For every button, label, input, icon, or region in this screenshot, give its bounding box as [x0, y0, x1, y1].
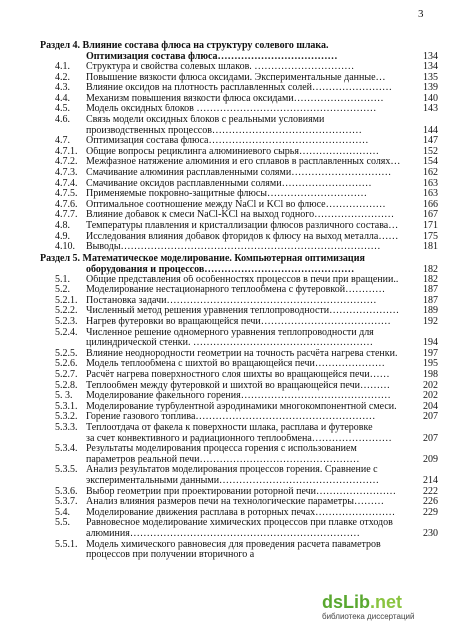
toc-entry-title: цилиндрической стенки. ……………………………………………… — [86, 338, 374, 349]
section-subtitle: Оптимизация состава флюса……………………………… — [86, 51, 338, 62]
dslib-watermark — [322, 592, 444, 620]
toc-entry-number: 4.7.1. — [55, 145, 78, 157]
toc-entry-number: 5.2.8. — [55, 379, 78, 391]
toc-entry-number: 5.5.1. — [55, 538, 78, 550]
toc-entry-title: Влияние неоднородности геометрии на точность расчёта нагрева стенки. — [86, 348, 398, 359]
page-number: 3 — [418, 8, 424, 20]
toc-entry-number: 4.5. — [55, 103, 70, 115]
toc-entry — [0, 550, 450, 561]
toc-entry-number: 4.7.4. — [55, 177, 78, 189]
toc-entry-number: 4.7.3. — [55, 166, 78, 178]
toc-entry-title: Равновесное моделирование химических процессов при плавке отходов — [86, 518, 393, 529]
toc-entry-number: 5.2.3. — [55, 316, 78, 328]
toc-entry-page: 182 — [423, 273, 438, 285]
toc-entry-number: 4.1. — [55, 61, 70, 72]
toc-entry-title: Анализ влияния размеров печи на технологические параметры……… — [86, 497, 385, 508]
toc-entry-page: 198 — [423, 369, 438, 381]
toc-entry-title: Теплоотдача от факела к поверхности шлака, расплава и футеровке — [86, 423, 373, 433]
section-title: Раздел 5. Математическое моделирование. Компьютерная оптимизация — [40, 252, 365, 264]
toc-entry-number: 4.9. — [55, 230, 70, 242]
toc-entry-page: 189 — [423, 305, 438, 317]
toc-entry-page: 162 — [423, 166, 438, 178]
toc-entry-number: 5.2.1. — [55, 294, 78, 306]
toc-entry-number: 5.3.4. — [55, 443, 78, 455]
toc-entry-page: 197 — [423, 347, 438, 359]
toc-entry-number: 4.2. — [55, 71, 70, 83]
toc-entry-page: 222 — [423, 485, 438, 497]
section-page: 134 — [423, 51, 438, 62]
toc-entry-title: Повышение вязкости флюса оксидами. Экспериментальные данные… — [86, 72, 386, 83]
toc-entry-page: 167 — [423, 209, 438, 221]
toc-entry-title: Температуры плавления и кристаллизации флюсов различного состава… — [86, 220, 399, 231]
toc-entry-number: 5. 3. — [55, 390, 73, 402]
toc-entry-title: параметров реальной печи………………………………………… — [86, 454, 360, 465]
toc-entry-number: 4.4. — [55, 92, 70, 104]
toc-entry-title: производственных процессов……………………………………… — [86, 125, 362, 136]
toc-entry-number: 4.7.6. — [55, 198, 78, 210]
toc-entry-title: Моделирование факельного горения……………………………………… — [86, 391, 391, 402]
toc-entry-page: 192 — [423, 316, 438, 328]
toc-entry-page: 229 — [423, 506, 438, 518]
toc-entry-page: 195 — [423, 358, 438, 370]
toc-entry-number: 4.10. — [55, 241, 75, 253]
toc-entry — [0, 540, 450, 551]
toc-entry-page: 140 — [423, 92, 438, 104]
toc-entry-page: 214 — [423, 474, 438, 486]
toc-entry-title: Моделирование нестационарного теплообмена с футеровкой………… — [86, 285, 386, 296]
toc-entry-page: 181 — [423, 241, 438, 253]
toc-entry-title: Смачивание оксидов расплавленными солями……………………… — [86, 178, 372, 189]
toc-entry — [0, 242, 450, 253]
toc-entry-title: Модель оксидных блоков ……………………………………………… — [86, 104, 377, 115]
toc-entry — [0, 518, 450, 529]
toc-entry-page: 163 — [423, 188, 438, 200]
section-title: Раздел 4. Влияние состава флюса на структуру солевого шлака. — [40, 40, 329, 51]
toc-entry-page: 202 — [423, 390, 438, 402]
toc-entry-page: 187 — [423, 294, 438, 306]
toc-entry-title: Применяемые покровно-защитные флюсы………………………… — [86, 189, 367, 200]
toc-entry-page: 154 — [423, 156, 438, 168]
toc-entry-number: 5.3.5. — [55, 464, 78, 476]
toc-entry — [0, 62, 450, 73]
toc-entry-title: Моделирование турбулентной аэродинамики многокомпонентной смеси. — [86, 401, 397, 412]
toc-entry-page: 139 — [423, 82, 438, 94]
toc-entry-title: Выводы…………………………………………………………………… — [86, 242, 381, 253]
toc-entry-title: Горение газового топлива……………………………………………… — [86, 412, 376, 423]
toc-entry-title: Смачивание алюминия расплавленными солями………………………… — [86, 167, 392, 178]
toc-entry-page: 194 — [423, 337, 438, 349]
toc-entry-page: 175 — [423, 230, 438, 242]
toc-entry-number: 5.2. — [55, 284, 70, 296]
toc-entry-number: 4.7. — [55, 135, 70, 147]
toc-entry-title: Механизм повышения вязкости флюса оксидами……………………… — [86, 93, 384, 104]
toc-entry-number: 5.2.6. — [55, 358, 78, 370]
toc-entry-page: 144 — [423, 124, 438, 136]
toc-entry-page: 163 — [423, 177, 438, 189]
toc-entry-number: 5.4. — [55, 506, 70, 518]
section-page: 182 — [423, 263, 438, 275]
toc-entry-page: 166 — [423, 198, 438, 210]
toc-entry — [0, 328, 450, 339]
toc-entry-number: 5.2.5. — [55, 347, 78, 359]
toc-entry-number: 5.2.2. — [55, 305, 78, 317]
toc-entry-title: за счет конвективного и радиационного теплообмена…………………… — [86, 433, 392, 444]
toc-entry — [0, 221, 450, 232]
toc-entry-title: Общие вопросы рециклинга алюминиевого сырья…………………… — [86, 146, 379, 157]
section-subtitle: оборудования и процессов……………………………………… — [86, 263, 355, 275]
toc-entry-title: Влияние оксидов на плотность расплавленных солей…………………… — [86, 83, 392, 94]
toc-entry — [0, 444, 450, 455]
toc-entry-page: 134 — [423, 61, 438, 72]
toc-entry-title: Оптимизация состава флюса………………………………………… — [86, 136, 369, 147]
toc-entry-title: Постановка задачи……………………………………………………… — [86, 295, 377, 306]
toc-entry-number: 4.8. — [55, 219, 70, 231]
toc-entry-number: 5.5. — [55, 517, 70, 529]
toc-entry-title: Связь модели оксидных блоков с реальными условиями — [86, 114, 325, 125]
toc-entry-page: 209 — [423, 453, 438, 465]
toc-entry-page: 143 — [423, 103, 438, 115]
toc-entry-page: 147 — [423, 135, 438, 147]
toc-entry-title: Модель химического равновесия для проведения расчета паваметров — [86, 539, 381, 550]
toc-entry-title: Расчёт нагрева поверхностного слоя шихты во вращающейся печи…… — [86, 370, 390, 381]
toc-entry-number: 4.7.7. — [55, 209, 78, 221]
toc-entry-page: 230 — [423, 527, 438, 539]
toc-entry-number: 4.7.5. — [55, 188, 78, 200]
toc-entry — [0, 465, 450, 476]
toc-entry — [0, 168, 450, 179]
toc-entry-title: Нагрев футеровки во вращающейся печи………………………………… — [86, 317, 391, 328]
toc-entry-title: Результаты моделирования процесса горения с использованием — [86, 444, 357, 455]
toc-entry-page: 226 — [423, 496, 438, 508]
toc-entry-title: Моделирование движения расплава в роторных печах…………………… — [86, 507, 396, 518]
watermark-tagline: библиотека диссертаций — [322, 612, 415, 621]
toc-entry-page: 202 — [423, 379, 438, 391]
toc-entry-title: Анализ результатов моделирования процессов горения. Сравнение с — [86, 465, 378, 476]
toc-entry — [0, 529, 450, 540]
toc-entry-page: 187 — [423, 284, 438, 296]
toc-entry-page: 152 — [423, 145, 438, 157]
toc-entry-number: 5.3.1. — [55, 400, 78, 412]
toc-entry-number: 5.2.7. — [55, 369, 78, 381]
toc-entry — [0, 423, 450, 434]
toc-entry-title: экспериментальными данными………………………………………… — [86, 475, 380, 486]
toc-entry — [0, 115, 450, 126]
toc-entry-page: 207 — [423, 432, 438, 444]
watermark-logo: dsLib.net — [322, 592, 403, 612]
toc-entry-page: 135 — [423, 71, 438, 83]
toc-entry-number: 4.6. — [55, 113, 70, 125]
toc-entry-page: 171 — [423, 219, 438, 231]
toc-entry-title: Численный метод решения уравнения теплопроводности………………… — [86, 306, 400, 317]
toc-entry-title: Теплообмен между футеровкой и шихтой во вращающейся печи……… — [86, 380, 390, 391]
toc-entry-title: Исследования влияния добавок фторидов к флюсу на выход металла…… — [86, 231, 399, 242]
toc-entry-number: 5.1. — [55, 273, 70, 285]
toc-entry-title: процессов при получении вторичного а — [86, 550, 255, 561]
toc-entry-title: Структура и свойства солевых шлаков. ………………………… — [86, 62, 355, 72]
toc-entry-title: Численное решение одномерного уравнения теплопроводности для — [86, 327, 374, 338]
section-5-heading — [0, 253, 450, 264]
toc-entry-title: алюминия…………………………………………………………… — [86, 528, 360, 539]
toc-entry-number: 5.3.7. — [55, 496, 78, 508]
toc-entry-number: 4.7.2. — [55, 156, 78, 168]
table-of-contents — [0, 40, 450, 561]
toc-entry-title: Влияние добавок к смеси NaCl-KCl на выход годного…………………… — [86, 210, 395, 221]
toc-entry-title: Общие представления об особенностях процессов в печи при вращении.. — [86, 274, 399, 285]
toc-entry-number: 5.3.3. — [55, 422, 78, 433]
toc-entry-number: 5.3.2. — [55, 411, 78, 423]
toc-entry-number: 5.2.4. — [55, 326, 78, 338]
toc-entry-title: Оптимальное соотношение между NaCl и KCl во флюсе……………… — [86, 199, 386, 210]
toc-entry-title: Межфазное натяжение алюминия и его сплавов в расплавленных солях… — [86, 157, 401, 168]
toc-entry — [0, 476, 450, 487]
toc-entry-title: Выбор геометрии при проектировании роторной печи…………………… — [86, 486, 397, 497]
toc-entry-number: 4.3. — [55, 82, 70, 94]
toc-entry-title: Модель теплообмена с шихтой во вращающейся печи………………… — [86, 359, 385, 370]
section-4-heading — [0, 40, 450, 51]
toc-entry-page: 207 — [423, 411, 438, 423]
toc-entry-page: 204 — [423, 400, 438, 412]
toc-entry-number: 5.3.6. — [55, 485, 78, 497]
